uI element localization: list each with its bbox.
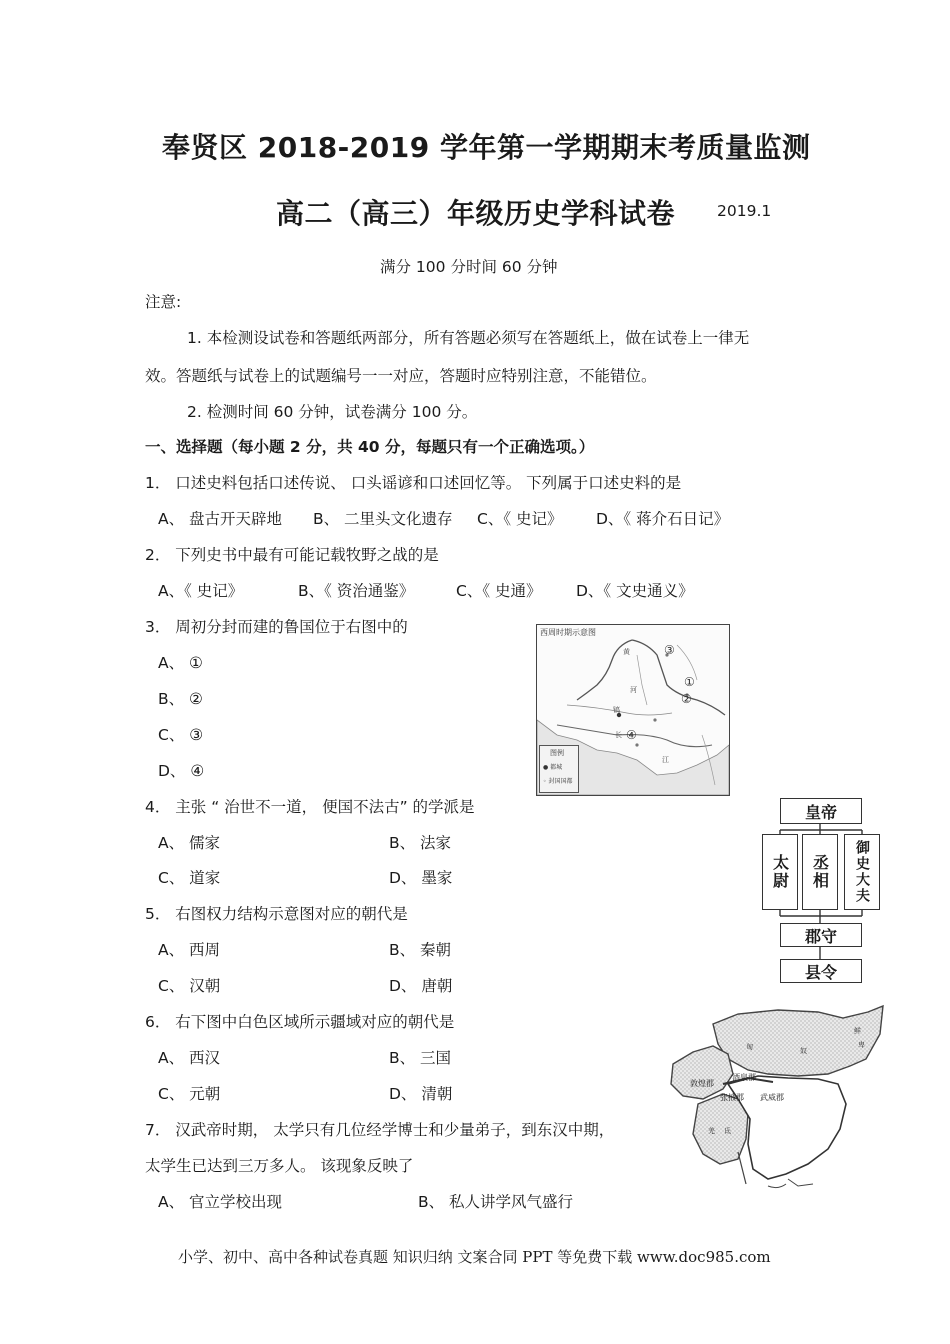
q5-option-b: B、 秦朝 <box>389 941 452 959</box>
chart-xianling: 县令 <box>780 959 862 983</box>
q1-option-a: A、 盘古开天辟地 <box>158 510 283 528</box>
map1-label-jiang: 江 <box>662 756 669 764</box>
chart-yushidafu <box>844 834 880 910</box>
chart-chengxiang-text: 丞相 <box>810 854 830 890</box>
q7-stem-line1: 7． 汉武帝时期， 太学只有几位经学博士和少量弟子，到东汉中期， <box>145 1121 615 1139</box>
map1-legend <box>539 745 579 793</box>
q4-option-d: D、 墨家 <box>389 869 453 887</box>
q2-option-d: D、《 文史通义》 <box>576 582 694 600</box>
q2-option-c: C、《 史通》 <box>456 582 542 600</box>
q5-option-c: C、 汉朝 <box>158 977 221 995</box>
chart-taiwei <box>762 834 798 910</box>
map1-legend-title: 图例 <box>550 749 564 757</box>
q1-stem: 1． 口述史料包括口述传说、 口头谣谚和口述回忆等。 下列属于口述史料的是 <box>145 474 682 492</box>
q4-option-b: B、 法家 <box>389 834 452 852</box>
q6-option-c: C、 元朝 <box>158 1085 221 1103</box>
note-2: 2. 检测时间 60 分钟，试卷满分 100 分。 <box>187 403 478 421</box>
map1-title: 西周时期示意图 <box>540 628 596 637</box>
chart-taiwei-text: 太尉 <box>770 854 790 890</box>
exam-date: 2019.1 <box>717 202 772 220</box>
q4-option-a: A、 儒家 <box>158 834 221 852</box>
map1-marker-4: ④ <box>626 728 637 742</box>
map2-label-jiuquan: 酒泉郡 <box>732 1073 756 1082</box>
note-1b: 效。答题纸与试卷上的试题编号一一对应，答题时应特别注意，不能错位。 <box>145 367 657 385</box>
section-heading: 一、选择题（每小题 2 分，共 40 分，每题只有一个正确选项。） <box>145 438 595 456</box>
map2-label-nu: 奴 <box>800 1047 807 1055</box>
map2-label-xian: 鲜 <box>854 1027 861 1035</box>
q2-option-b: B、《 资治通鉴》 <box>298 582 415 600</box>
score-time: 满分 100 分时间 60 分钟 <box>380 258 558 276</box>
qin-power-chart <box>760 796 882 988</box>
footer-text: 小学、初中、高中各种试卷真题 知识归纳 文案合同 PPT 等免费下载 www.doc985.com <box>178 1248 771 1266</box>
q1-option-b: B、 二里头文化遗存 <box>313 510 453 528</box>
map1-marker-1: ① <box>684 675 695 689</box>
q2-stem: 2． 下列史书中最有可能记载牧野之战的是 <box>145 546 439 564</box>
map1-legend-capital-text: 都城 <box>550 764 563 771</box>
title-line-2: 高二（高三）年级历史学科试卷 <box>276 197 676 230</box>
q3-stem: 3． 周初分封而建的鲁国位于右图中的 <box>145 618 408 636</box>
q5-stem: 5． 右图权力结构示意图对应的朝代是 <box>145 905 408 923</box>
map2-label-wuwei: 武威郡 <box>760 1093 784 1102</box>
map2-label-dunhuang: 敦煌郡 <box>690 1079 714 1088</box>
map1-label-he: 河 <box>630 686 637 694</box>
q6-option-a: A、 西汉 <box>158 1049 221 1067</box>
map1-marker-3: ③ <box>664 643 675 657</box>
chart-emperor: 皇帝 <box>780 798 862 824</box>
map2-label-zhangye: 张掖郡 <box>720 1093 744 1102</box>
map2-label-di: 氐 <box>724 1127 731 1135</box>
q4-option-c: C、 道家 <box>158 869 221 887</box>
chart-yushidafu-text: 御史大夫 <box>854 840 870 904</box>
chart-chengxiang <box>802 834 838 910</box>
map1-marker-2: ② <box>681 692 692 706</box>
western-zhou-map <box>536 624 730 796</box>
note-1a: 1. 本检测设试卷和答题纸两部分，所有答题必须写在答题纸上，做在试卷上一律无 <box>187 329 750 347</box>
q7-option-a: A、 官立学校出现 <box>158 1193 283 1211</box>
notes-label: 注意: <box>145 293 182 311</box>
q6-option-d: D、 清朝 <box>389 1085 453 1103</box>
map1-label-huang: 黄 <box>623 648 630 656</box>
q3-option-d: D、 ④ <box>158 762 205 780</box>
chart-junshou: 郡守 <box>780 923 862 947</box>
q6-stem: 6． 右下图中白色区域所示疆域对应的朝代是 <box>145 1013 455 1031</box>
q4-stem: 4． 主张 “ 治世不一道， 便国不法古” 的学派是 <box>145 798 475 816</box>
map1-label-chang: 长 <box>615 731 622 739</box>
q5-option-a: A、 西周 <box>158 941 221 959</box>
map1-label-hao: 镐 <box>613 706 620 714</box>
q3-option-b: B、 ② <box>158 690 203 708</box>
q3-option-a: A、 ① <box>158 654 203 672</box>
map2-label-qiang: 羌 <box>708 1127 715 1135</box>
q3-option-c: C、 ③ <box>158 726 204 744</box>
map2-label-xiong: 匈 <box>746 1043 753 1051</box>
map1-legend-capital: ● 都城 <box>543 764 563 771</box>
q2-option-a: A、《 史记》 <box>158 582 244 600</box>
title-line-1: 奉贤区 2018-2019 学年第一学期期末考质量监测 <box>162 131 811 164</box>
map1-legend-fief-text: 封国国都 <box>548 778 573 785</box>
q7-stem-line2: 太学生已达到三万多人。 该现象反映了 <box>145 1157 414 1175</box>
q6-option-b: B、 三国 <box>389 1049 452 1067</box>
map2-label-bei: 卑 <box>858 1041 865 1049</box>
q1-option-c: C、《 史记》 <box>477 510 563 528</box>
map1-legend-fief: ◦ 封国国都 <box>543 778 573 785</box>
q5-option-d: D、 唐朝 <box>389 977 453 995</box>
han-territory-map <box>668 1004 890 1190</box>
q1-option-d: D、《 蒋介石日记》 <box>596 510 730 528</box>
q7-option-b: B、 私人讲学风气盛行 <box>418 1193 574 1211</box>
